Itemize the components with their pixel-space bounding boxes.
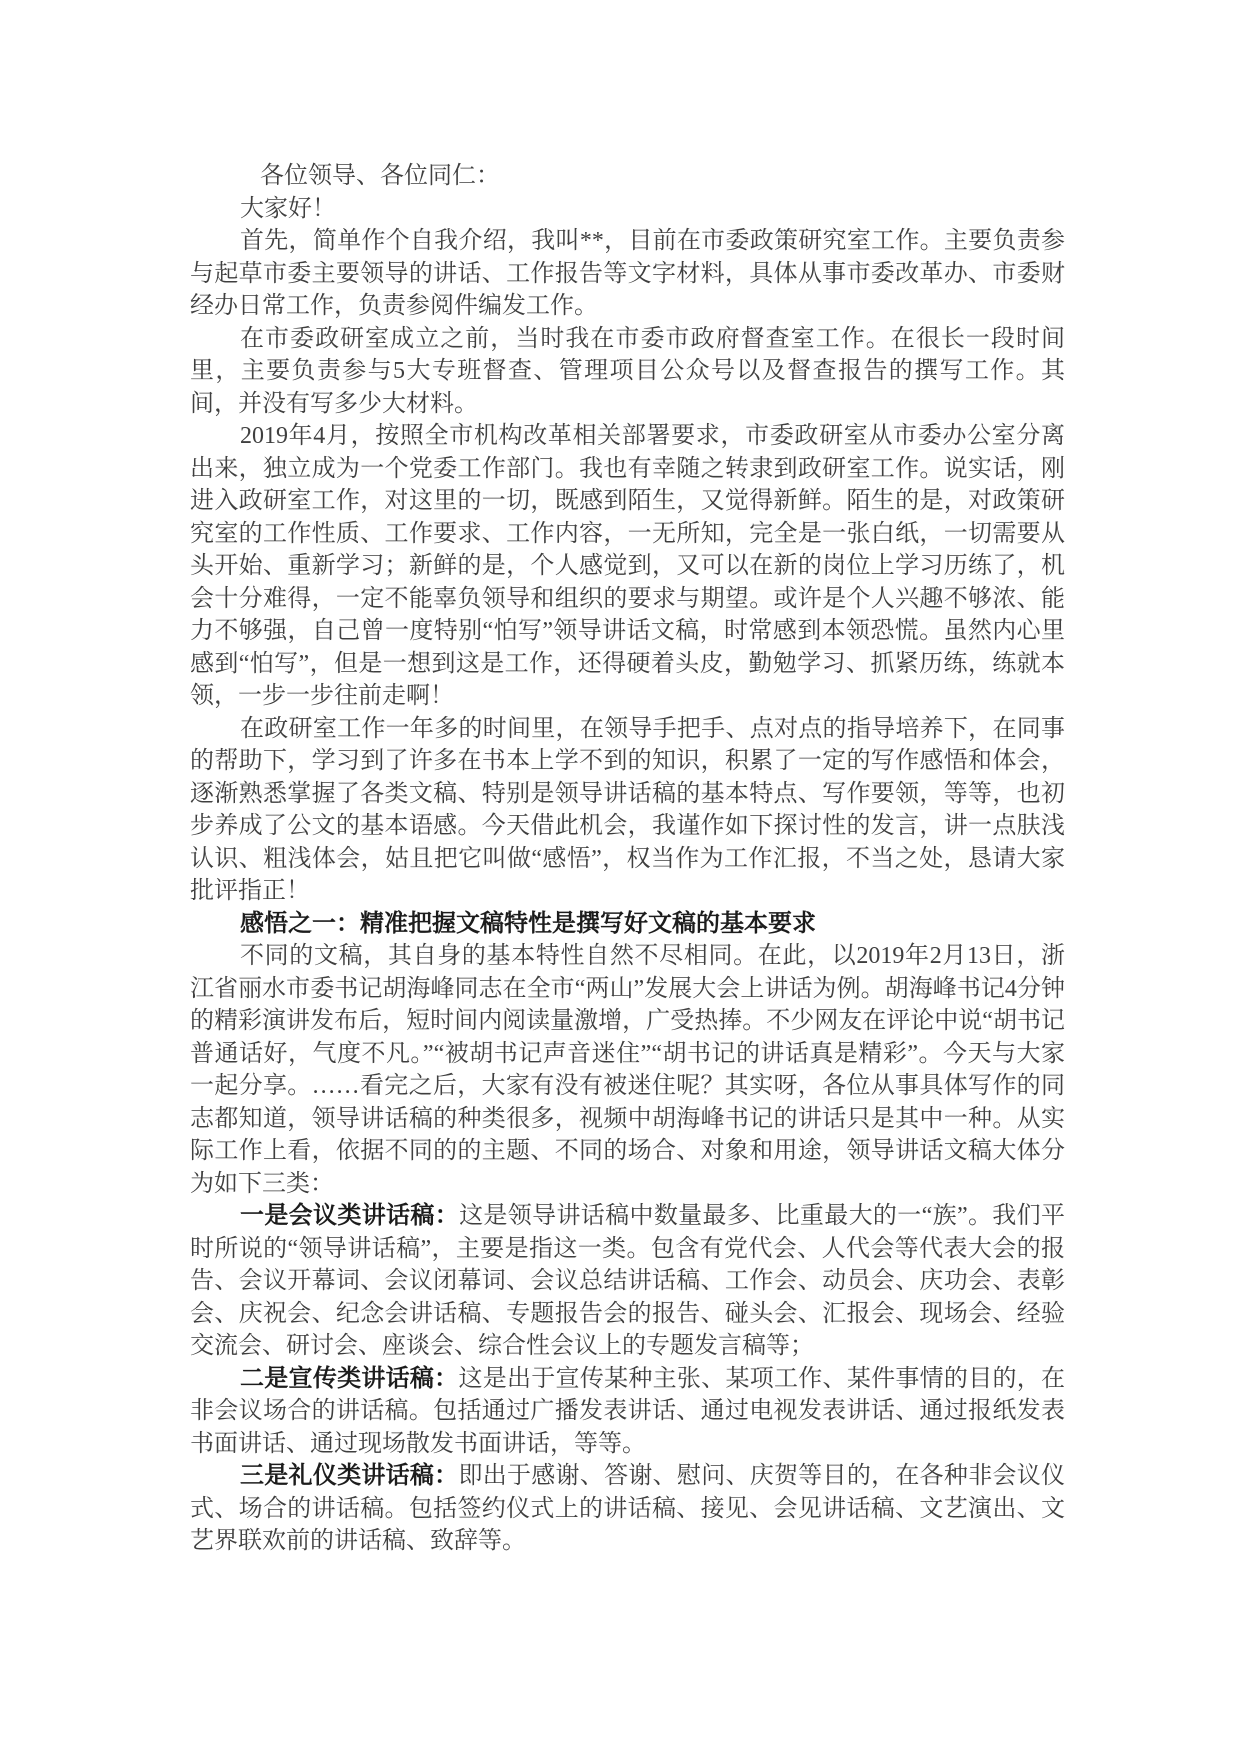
paragraph-speech-types-intro: 不同的文稿，其自身的基本特性自然不尽相同。在此，以2019年2月13日，浙江省丽水市委书记胡海峰同志在全市“两山”发展大会上讲话为例。胡海峰书记4分钟的精彩演讲发布后，短时间内阅读量激增，广受热捧。不少网友在评论中说“胡书记普通话好，气度不凡。”“被胡书记声音迷住”“胡书记的讲话真是精彩”。今天与大家一起分享。……看完之后，大家有没有被迷住呢？其实呀，各位从事具体写作的同志都知道，领导讲话稿的种类很多，视频中胡海峰书记的讲话只是其中一种。从实际工作上看，依据不同的的主题、不同的场合、对象和用途，领导讲话文稿大体分为如下三类： [190,943,1065,1197]
paragraph-lead-body: 即出于感谢、答谢、慰问、庆贺等目的，在各种非会议仪式、场合的讲话稿。包括签约仪式上的讲话稿、接见、会见讲话稿、文艺演出、文艺界联欢前的讲话稿、致辞等。 [190,1463,1066,1554]
paragraph-lead-body: 这是出于宣传某种主张、某项工作、某件事情的目的，在非会议场合的讲话稿。包括通过广播发表讲话、通过电视发表讲话、通过报纸发表书面讲话、通过现场散发书面讲话，等等。 [190,1365,1066,1457]
paragraph-previous-job: 在市委政研室成立之前，当时我在市委市政府督查室工作。在很长一段时间里，主要负责参与5大专班督查、管理项目公众号以及督查报告的撰写工作。其间，并没有写多少大材料。 [190,325,1065,417]
section-heading: 感悟之一：精准把握文稿特性是撰写好文稿的基本要求 [240,909,816,937]
paragraph-type-ceremony [190,1460,1065,1558]
paragraph-lead-label: 三是礼仪类讲话稿： [240,1462,459,1489]
paragraph-lead-label: 一是会议类讲话稿： [240,1202,460,1229]
paragraph-work-reflection: 在政研室工作一年多的时间里，在领导手把手、点对点的指导培养下，在同事的帮助下，学习到了许多在书本上学不到的知识，积累了一定的写作感悟和体会，逐渐熟悉掌握了各类文稿、特别是领导讲话稿的基本特点、写作要领，等等，也初步养成了公文的基本语感。今天借此机会，我谨作如下探讨性的发言，讲一点肤浅认识、粗浅体会，姑且把它叫做“感悟”，权当作为工作汇报，不当之处，恳请大家批评指正！ [190,715,1065,904]
paragraph-type-publicity [190,1363,1065,1461]
paragraph-type-meeting [190,1200,1065,1363]
paragraph-greeting-line: 大家好！ [240,195,336,222]
paragraph-lead-label: 二是宣传类讲话稿： [240,1364,459,1392]
salutation: 各位领导、各位同仁： [260,163,500,189]
document-body [190,160,1065,1558]
paragraph-transfer-experience: 2019年4月，按照全市机构改革相关部署要求，市委政研室从市委办公室分离出来，独立成为一个党委工作部门。我也有幸随之转隶到政研室工作。说实话，刚进入政研室工作，对这里的一切，既感到陌生，又觉得新鲜。陌生的是，对政策研究室的工作性质、工作要求、工作内容，一无所知，完全是一张白纸，一切需要从头开始、重新学习；新鲜的是，个人感觉到，又可以在新的岗位上学习历练了，机会十分难得，一定不能辜负领导和组织的要求与期望。或许是个人兴趣不够浓、能力不够强，自己曾一度特别“怕写”领导讲话文稿，时常感到本领恐慌。虽然内心里感到“怕写”，但是一想到这是工作，还得硬着头皮，勤勉学习、抓紧历练，练就本领，一步一步往前走啊！ [190,423,1065,709]
paragraph-self-introduction: 首先，简单作个自我介绍，我叫**，目前在市委政策研究室工作。主要负责参与起草市委主要领导的讲话、工作报告等文字材料，具体从事市委改革办、市委财经办日常工作，负责参阅件编发工作。 [190,228,1065,319]
paragraph-lead-body: 这是领导讲话稿中数量最多、比重最大的一“族”。我们平时所说的“领导讲话稿”，主要是指这一类。包含有党代会、人代会等代表大会的报告、会议开幕词、会议闭幕词、会议总结讲话稿、工作会、动员会、庆功会、表彰会、庆祝会、纪念会讲话稿、专题报告会的报告、碰头会、汇报会、现场会、经验交流会、研讨会、座谈会、综合性会议上的专题发言稿等； [190,1203,1065,1359]
